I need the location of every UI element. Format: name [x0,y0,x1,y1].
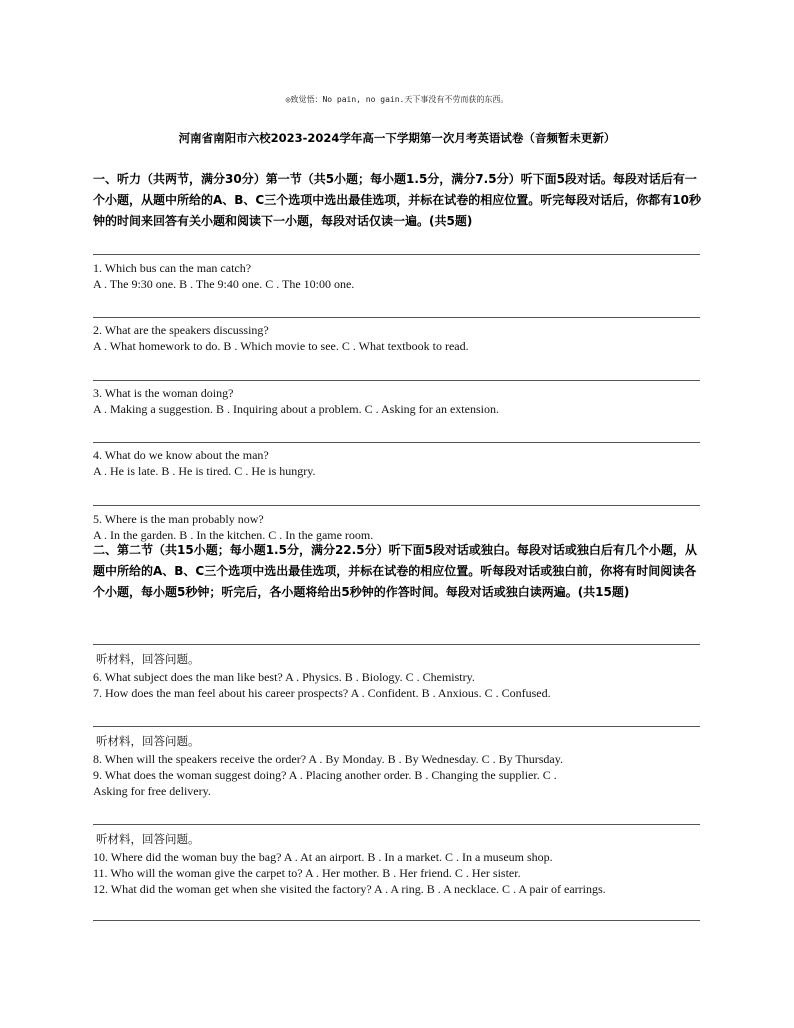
part2-heading: 二、第二节（共15小题；每小题1.5分，满分22.5分）听下面5段对话或独白。每段对话或独白后有几个小题，从题中所给的A、B、C三个选项中选出最佳选项，并标在试卷的相应位置。听每段对话或独白前，你将有时间阅读各个小题，每小题5秒钟；听完后，各小题将给出5秒钟的作答时间。每段对话或独白读两遍。(共15题) [93,543,697,599]
question-options: A . He is late. B . He is tired. C . He is hungry. [93,464,316,478]
question-1 [93,260,703,292]
question-3 [93,385,703,417]
question-4 [93,447,703,479]
question-group-2 [93,751,703,799]
divider [93,380,700,381]
question-options: A . Making a suggestion. B . Inquiring about a problem. C . Asking for an extension. [93,402,499,416]
question-line: 7. How does the man feel about his career prospects? A . Confident. B . Anxious. C . Confused. [93,686,551,700]
question-5 [93,511,703,543]
question-options: A . In the garden. B . In the kitchen. C . In the game room. [93,528,374,542]
question-options: A . What homework to do. B . Which movie to see. C . What textbook to read. [93,339,469,353]
divider [93,644,700,645]
listen-prompt: 听材料，回答问题。 [96,652,200,666]
motto-line: ◎致觉悟：No pain, no gain.天下事没有不劳而获的东西。 [285,95,509,104]
question-line: 12. What did the woman get when she visited the factory? A . A ring. B . A necklace. C . A pair of earrings. [93,882,606,896]
divider [93,920,700,921]
listen-prompt: 听材料，回答问题。 [96,832,200,846]
listen-prompt: 听材料，回答问题。 [96,734,200,748]
question-options: A . The 9:30 one. B . The 9:40 one. C . The 10:00 one. [93,277,355,291]
question-line: 10. Where did the woman buy the bag? A . At an airport. B . In a market. C . In a museum shop. [93,850,553,864]
question-stem: 1. Which bus can the man catch? [93,261,252,275]
exam-title: 河南省南阳市六校2023-2024学年高一下学期第一次月考英语试卷（音频暂未更新） [178,131,616,145]
divider [93,726,700,727]
question-line: 6. What subject does the man like best? A . Physics. B . Biology. C . Chemistry. [93,670,475,684]
question-stem: 5. Where is the man probably now? [93,512,264,526]
question-group-1 [93,669,703,701]
part1-heading: 一、听力（共两节，满分30分）第一节（共5小题；每小题1.5分，满分7.5分）听下面5段对话。每段对话后有一个小题，从题中所给的A、B、C三个选项中选出最佳选项，并标在试卷的相应位置。听完每段对话后，你都有10秒钟的时间来回答有关小题和阅读下一小题，每段对话仅读一遍。(共5题) [93,172,701,228]
question-2 [93,322,703,354]
question-line: 11. Who will the woman give the carpet to? A . Her mother. B . Her friend. C . Her sister. [93,866,521,880]
question-stem: 3. What is the woman doing? [93,386,234,400]
question-group-3 [93,849,703,897]
divider [93,824,700,825]
question-line: Asking for free delivery. [93,784,211,798]
divider [93,505,700,506]
divider [93,317,700,318]
question-line: 9. What does the woman suggest doing? A . Placing another order. B . Changing the supplier. C . [93,768,557,782]
divider [93,442,700,443]
question-line: 8. When will the speakers receive the order? A . By Monday. B . By Wednesday. C . By Thursday. [93,752,563,766]
question-stem: 4. What do we know about the man? [93,448,269,462]
divider [93,254,700,255]
question-stem: 2. What are the speakers discussing? [93,323,269,337]
